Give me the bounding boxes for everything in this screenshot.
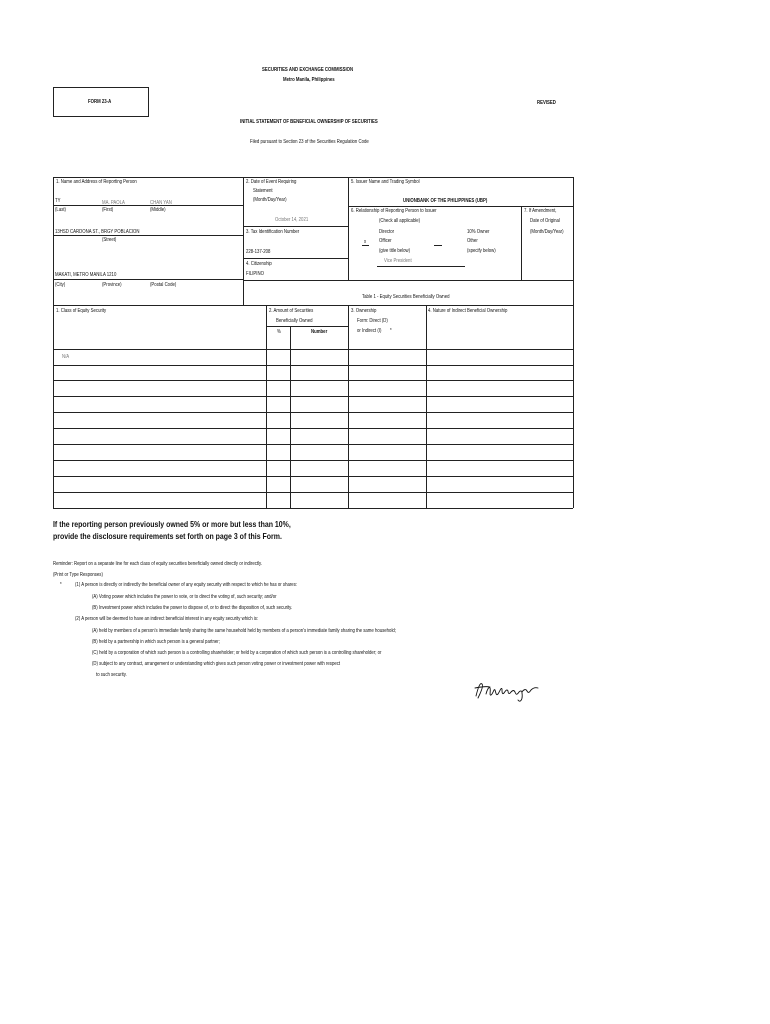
section7-label3: (Month/Day/Year)	[530, 229, 564, 235]
table-row-line	[53, 380, 573, 381]
revised-label: REVISED	[537, 100, 556, 106]
table-row-line	[53, 396, 573, 397]
table-row-line	[53, 412, 573, 413]
section7-label: 7. If Amendment,	[524, 208, 557, 214]
divider-top-table	[243, 280, 573, 281]
table-header-top	[53, 305, 573, 306]
divider-2-3	[243, 226, 348, 227]
form-title: INITIAL STATEMENT OF BENEFICIAL OWNERSHIP OF SECURITIES	[240, 119, 378, 125]
agency-name: SECURITIES AND EXCHANGE COMMISSION	[262, 67, 354, 73]
section1-label: 1. Name and Address of Reporting Person	[56, 179, 137, 185]
form-right-border	[573, 177, 574, 508]
first-name-value: MA. PAOLA	[102, 200, 125, 206]
table-row-line	[53, 349, 573, 350]
form-subtitle: Filed pursuant to Section 23 of the Securities Regulation Code	[250, 139, 369, 145]
table-col-divider-4	[426, 305, 427, 508]
table-col-divider-3	[348, 305, 349, 508]
disclosure-line1: If the reporting person previously owned 5% or more but less than 10%,	[53, 519, 291, 529]
note-2a: (A) held by members of a person's immediate family sharing the same household held by members of a person's immediate family sharing the same household;	[92, 628, 396, 634]
note-1: (1) A person is directly or indirectly the beneficial owner of any equity security with respect to which he has or shares:	[75, 582, 298, 588]
table-row-line	[53, 460, 573, 461]
section2-label3: (Month/Day/Year)	[253, 197, 287, 203]
table-caption: Table 1 - Equity Securities Beneficially Owned	[362, 294, 450, 300]
first-label: (First)	[102, 207, 114, 213]
city-label: (City)	[55, 282, 66, 288]
middle-label: (Middle)	[150, 207, 166, 213]
divider-3-4	[243, 258, 348, 259]
note-2c: (C) held by a corporation of which such person is a controlling shareholder; or held by a corporation of which such person is a controlling shareholder; or	[92, 650, 382, 656]
note-1b: (B) Investment power which includes the power to dispose of, or to direct the disposition of, such security.	[92, 605, 293, 611]
name-underline	[53, 205, 243, 206]
form-top-border	[53, 177, 573, 178]
table-row-line	[53, 428, 573, 429]
col2-pct-header: %	[277, 329, 281, 335]
form-left-border	[53, 177, 54, 508]
col2-header-b: Beneficially Owned	[276, 318, 313, 324]
reminder-note: Reminder: Report on a separate line for each class of equity securities beneficially owned directly or indirectly.	[53, 561, 263, 567]
table-row-line	[53, 476, 573, 477]
table-row-line	[53, 444, 573, 445]
owner10-label: 10% Owner	[467, 229, 490, 235]
middle-name-value: CHAN YAN	[150, 200, 172, 206]
table-bottom-border	[53, 508, 573, 509]
section2-label: 2. Date of Event Requiring	[246, 179, 297, 185]
note-2b: (B) held by a partnership in which such person is a general partner;	[92, 639, 220, 645]
handwritten-signature-icon	[472, 678, 542, 704]
table-na-value: N/A	[62, 354, 70, 360]
divider-6-7	[521, 206, 522, 280]
col3-header-c: or Indirect (I)	[357, 328, 382, 334]
last-name-value: TY	[55, 198, 61, 204]
table-col-divider-2	[290, 326, 291, 508]
col2-num-header: Number	[311, 329, 328, 335]
table-row-line	[53, 365, 573, 366]
disclosure-line2: provide the disclosure requirements set forth on page 3 of this Form.	[53, 531, 282, 541]
divider-2-5	[348, 177, 349, 280]
section6-label: 6. Relationship of Reporting Person to Issuer	[351, 208, 437, 214]
col3-header-a: 3. Ownership	[351, 308, 377, 314]
section5-label: 5. Issuer Name and Trading Symbol	[351, 179, 420, 185]
col3-star: *	[390, 328, 392, 334]
officer-title-underline	[377, 266, 465, 267]
note-2d: (D) subject to any contract, arrangement or understanding which gives such person voting power or investment power with respect	[92, 661, 341, 667]
issuer-name-value: UNIONBANK OF THE PHILIPPINES (UBP)	[403, 198, 488, 204]
postal-label: (Postal Code)	[150, 282, 177, 288]
note-2e: to such security.	[96, 672, 127, 678]
col3-header-b: Form: Direct (D)	[357, 318, 388, 324]
city-underline	[53, 279, 243, 280]
last-label: (Last)	[55, 207, 66, 213]
event-date-value: October 14, 2021	[275, 217, 309, 223]
street-underline	[53, 235, 243, 236]
form-name: FORM 23-A	[88, 99, 112, 105]
director-label: Director	[379, 229, 395, 235]
other-label: Other	[467, 238, 478, 244]
other-check-line	[434, 245, 442, 246]
officer-title-value: Vice President	[384, 258, 412, 264]
divider-5-6	[348, 206, 573, 207]
citizenship-value: FILIPINO	[246, 271, 264, 277]
officer-label: Officer	[379, 238, 392, 244]
check-all-label: (Check all applicable)	[379, 218, 421, 224]
tin-value: 228-137-208	[246, 249, 271, 255]
officer-note: (give title below)	[379, 248, 411, 254]
col1-header: 1. Class of Equity Security	[56, 308, 107, 314]
section2-label2: Statement	[253, 188, 273, 194]
section7-label2: Date of Original	[530, 218, 560, 224]
note-star: *	[60, 582, 62, 588]
street-value: 13HSD CARDONA ST., BRGY POBLACION	[55, 229, 140, 235]
officer-mark: x	[364, 239, 367, 245]
other-note: (specify below)	[467, 248, 496, 254]
note-2: (2) A person will be deemed to have an indirect beneficial interest in any equity security which is:	[75, 616, 259, 622]
section4-label: 4. Citizenship	[246, 261, 272, 267]
province-label: (Province)	[102, 282, 122, 288]
table-col-divider-1	[266, 305, 267, 508]
print-note: (Print or Type Responses)	[53, 572, 103, 578]
col2-sub-divider	[266, 326, 348, 327]
col4-header: 4. Nature of Indirect Beneficial Ownership	[428, 308, 508, 314]
street-label: (Street)	[102, 237, 117, 243]
note-1a: (A) Voting power which includes the power to vote, or to direct the voting of, such security; and/or	[92, 594, 277, 600]
officer-check-line	[362, 245, 369, 246]
col2-header-a: 2. Amount of Securities	[269, 308, 314, 314]
divider-1-2	[243, 177, 244, 305]
city-value: MAKATI, METRO MANILA 1210	[55, 272, 117, 278]
agency-location: Metro Manila, Philippines	[283, 77, 335, 83]
section3-label: 3. Tax Identification Number	[246, 229, 300, 235]
table-row-line	[53, 492, 573, 493]
